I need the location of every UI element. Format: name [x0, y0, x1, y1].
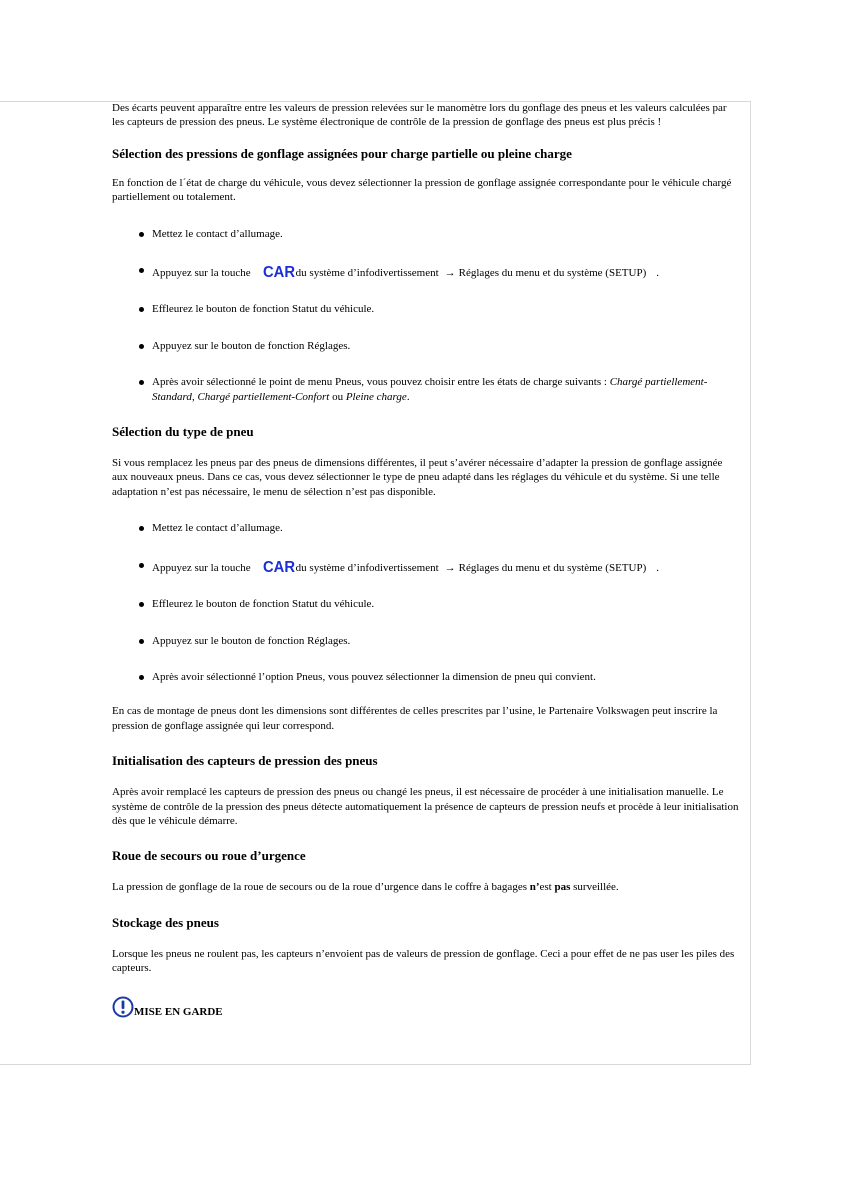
- document-body: [112, 101, 740, 1018]
- list-item: Appuyez sur la touche CAR du système d’infodivertissement → Réglages du menu et du système (SETUP) .: [112, 263, 740, 280]
- car-key-icon: [263, 263, 295, 279]
- arrow-icon: →: [444, 267, 456, 280]
- section2-body: Si vous remplacez les pneus par des pneus de dimensions différentes, il peut s’avérer nécessaire d’adapter la pression de gonflage assignée aux nouveaux pneus. Dans ce cas, vous devez sélectionner le type de pneu adapté dans les réglages du véhicule et du système. Si une telle adaptation n’est pas nécessaire, le menu de sélection n’est pas disponible.: [112, 457, 723, 498]
- car-key-icon: [263, 558, 295, 574]
- list-item: Mettez le contact d’allumage.: [112, 521, 740, 535]
- list-item: Effleurez le bouton de fonction Statut du véhicule.: [112, 597, 740, 611]
- intro-paragraph: Des écarts peuvent apparaître entre les valeurs de pression relevées sur le manomètre lors du gonflage des pneus et les valeurs calculées par les capteurs de pression des pneus. Le système électronique de contrôle de la pression de gonflage des pneus est plus précis !: [112, 102, 727, 129]
- section1-title: Sélection des pressions de gonflage assignées pour charge partielle ou pleine charge: [112, 145, 572, 161]
- section5-body: Lorsque les pneus ne roulent pas, les capteurs n’envoient pas de valeurs de pression de gonflage. Ceci a pour effet de ne pas user les piles des capteurs.: [112, 947, 735, 975]
- list-item: Après avoir sélectionné le point de menu Pneus, vous pouvez choisir entre les états de charge suivants : Chargé partiellement-Standard, Chargé partiellement-Confort ou Pleine charge.: [112, 375, 740, 404]
- list-item: Appuyez sur le bouton de fonction Réglages.: [112, 634, 740, 648]
- section2-note: En cas de montage de pneus dont les dimensions sont différentes de celles prescrites par l’usine, le Partenaire Volkswagen peut inscrire la pression de gonflage assignée qui leur correspond.: [112, 705, 718, 732]
- list-item: Appuyez sur le bouton de fonction Réglages.: [112, 339, 740, 353]
- section3-body: Après avoir remplacé les capteurs de pression des pneus ou changé les pneus, il est nécessaire de procéder à une initialisation manuelle. Le système de contrôle de la pression des pneus détecte automatiquement la présence de capteurs de pression neufs et procède à leur initialisation dès que le véhicule démarre.: [112, 786, 739, 827]
- warning-label: MISE EN GARDE: [134, 1005, 223, 1018]
- section1-steps: [112, 227, 740, 404]
- section5-title: Stockage des pneus: [112, 914, 219, 930]
- list-item: Après avoir sélectionné l’option Pneus, vous pouvez sélectionner la dimension de pneu qui convient.: [112, 670, 740, 684]
- section2-steps: [112, 521, 740, 684]
- svg-text:CAR: CAR: [262, 558, 295, 574]
- svg-text:CAR: CAR: [262, 264, 295, 280]
- list-item: Mettez le contact d’allumage.: [112, 227, 740, 241]
- warning-icon: [112, 996, 134, 1018]
- section2-title: Sélection du type de pneu: [112, 424, 254, 440]
- warning-heading: [112, 996, 740, 1018]
- section3-title: Initialisation des capteurs de pression des pneus: [112, 753, 378, 769]
- section1-body: En fonction de l´état de charge du véhicule, vous devez sélectionner la pression de gonflage assignée correspondante pour le véhicule chargé partiellement ou totalement.: [112, 176, 732, 204]
- list-item: Effleurez le bouton de fonction Statut du véhicule.: [112, 302, 740, 316]
- list-item: Appuyez sur la touche CAR du système d’infodivertissement → Réglages du menu et du système (SETUP) .: [112, 558, 740, 575]
- section4-body: La pression de gonflage de la roue de secours ou de la roue d’urgence dans le coffre à bagages n’est pas surveillée.: [112, 881, 619, 894]
- section4-title: Roue de secours ou roue d’urgence: [112, 848, 306, 864]
- arrow-icon: →: [444, 561, 456, 574]
